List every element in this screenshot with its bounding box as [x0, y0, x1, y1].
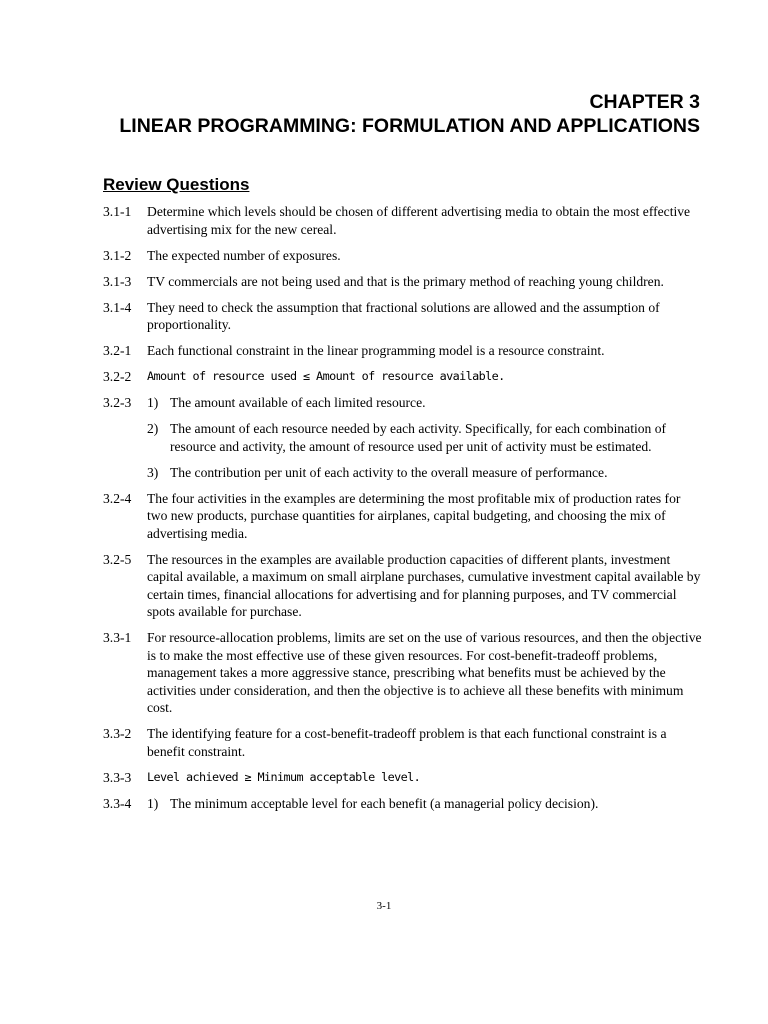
- answer-item: [147, 795, 703, 813]
- answer-item-label: 1): [147, 395, 159, 410]
- question-number: 3.3-2: [103, 726, 132, 741]
- question-number: 3.1-2: [103, 247, 132, 263]
- question-3-2-5: [103, 551, 703, 621]
- chapter-title: LINEAR PROGRAMMING: FORMULATION AND APPLICATIONS: [119, 115, 700, 137]
- question-3-2-1: [103, 342, 703, 360]
- question-3-3-4: [103, 795, 703, 813]
- answer-item-label: 1): [147, 795, 159, 811]
- question-3-2-3: [103, 394, 703, 481]
- question-answer: They need to check the assumption that fractional solutions are allowed and the assumption of proportionality.: [147, 299, 660, 332]
- answer-item-label: 3): [147, 464, 159, 480]
- question-number: 3.2-1: [103, 343, 132, 358]
- question-number: 3.3-4: [103, 795, 132, 811]
- question-answer: Determine which levels should be chosen of different advertising media to obtain the most effective advertising mix for the new cereal.: [147, 204, 691, 237]
- question-answer: The resources in the examples are available production capacities of different plants, investment capital available, a maximum on small airplane purchases, cumulative investment capital available by certain times, financial allocations for advertising and for planning purposes, and TV commercial spots available for purchase.: [147, 551, 701, 619]
- question-number: 3.2-2: [103, 369, 132, 384]
- question-answer: For resource-allocation problems, limits are set on the use of various resources, and then the objective is to make the most effective use of these given resources. For cost-benefit-tradeoff problems, management takes a more aggressive stance, prescribing what benefits must be achieved by the activities under consideration, and then the objective is to achieve all these benefits with minimum cost.: [147, 630, 702, 715]
- page-number: 3-1: [376, 900, 392, 912]
- question-answer: Each functional constraint in the linear programming model is a resource constraint.: [147, 343, 605, 358]
- chapter-header: [119, 90, 700, 138]
- question-answer: The four activities in the examples are determining the most profitable mix of production rates for two new products, purchase quantities for airplanes, capital budgeting, and choosing the mix of advertising media.: [147, 490, 681, 541]
- question-answer: TV commercials are not being used and that is the primary method of reaching young children.: [147, 273, 664, 289]
- question-number: 3.1-3: [103, 273, 132, 289]
- question-answer: The identifying feature for a cost-benefit-tradeoff problem is that each functional constraint is a benefit constraint.: [147, 726, 667, 759]
- answer-item: [147, 464, 703, 482]
- question-3-1-2: [103, 247, 703, 265]
- question-3-2-2: [103, 368, 703, 386]
- answer-item-text: The contribution per unit of each activity to the overall measure of performance.: [170, 464, 608, 480]
- answer-item-text: The minimum acceptable level for each benefit (a managerial policy decision).: [170, 795, 599, 811]
- question-number: 3.1-1: [103, 204, 132, 219]
- question-3-2-4: [103, 490, 703, 543]
- question-number: 3.1-4: [103, 299, 132, 315]
- question-answer-formula: Amount of resource used ≤ Amount of resource available.: [147, 369, 505, 383]
- chapter-number: CHAPTER 3: [589, 91, 700, 113]
- question-number: 3.2-3: [103, 395, 132, 410]
- question-number: 3.2-5: [103, 551, 132, 567]
- question-number: 3.3-3: [103, 769, 132, 785]
- question-answer-list: [147, 394, 703, 481]
- question-number: 3.3-1: [103, 630, 132, 645]
- question-3-3-2: [103, 725, 703, 760]
- question-list: [103, 203, 703, 821]
- section-title: Review Questions: [103, 175, 250, 194]
- answer-item: [147, 420, 703, 455]
- answer-item: [147, 394, 703, 412]
- question-answer: The expected number of exposures.: [147, 247, 341, 263]
- question-3-3-1: [103, 629, 703, 717]
- answer-item-label: 2): [147, 421, 159, 436]
- question-3-1-1: [103, 203, 703, 238]
- question-answer-list: [147, 795, 703, 813]
- question-answer-formula: Level achieved ≥ Minimum acceptable level.: [147, 769, 421, 784]
- question-3-1-3: [103, 273, 703, 291]
- question-number: 3.2-4: [103, 490, 132, 506]
- answer-item-text: The amount of each resource needed by each activity. Specifically, for each combination of resource and activity, the amount of resource used per unit of activity must be estimated.: [170, 421, 667, 454]
- answer-item-text: The amount available of each limited resource.: [170, 395, 426, 410]
- question-3-1-4: [103, 299, 703, 334]
- question-3-3-3: [103, 769, 703, 787]
